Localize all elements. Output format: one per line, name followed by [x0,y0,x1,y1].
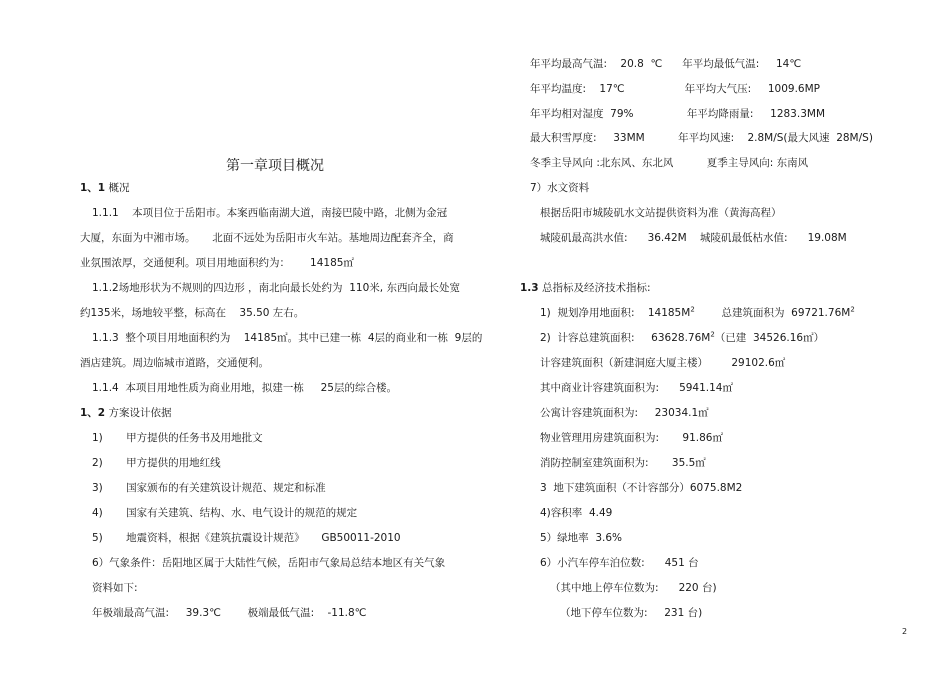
superscript: 2 [850,305,855,314]
indicator-text: 1) 规划净用地面积: 14185M [540,307,691,319]
paragraph-line: 1.1.3 整个项目用地面积约为 14185㎡。其中已建一栋 4层的商业和一栋 9层的 [92,332,483,344]
section-number: 1、1 [80,182,106,194]
indicator-line: 5）绿地率 3.6% [540,532,623,544]
chapter-title: 第一章项目概况 [226,158,324,174]
paragraph-line: 根据岳阳市城陵矶水文站提供资料为准（黄海高程） [540,207,782,219]
indicator-line: 公寓计容建筑面积为: 23034.1㎡ [540,407,709,419]
paragraph-line: 酒店建筑。周边临城市道路，交通便利。 [80,357,269,369]
section-title: 方案设计依据 [108,407,172,419]
section-number: 1、2 [80,407,106,419]
superscript: 2 [690,305,695,314]
weather-line: 最大积雪厚度: 33MM 年平均风速: 2.8M/S(最大风速 28M/S) [530,132,873,144]
weather-line: 年平均最高气温: 20.8 ℃ 年平均最低气温: 14℃ [530,58,802,70]
indicator-line: （地下停车位数为: 231 台) [560,607,703,619]
indicator-line: 其中商业计容建筑面积为: 5941.14㎡ [540,382,733,394]
superscript: 2 [710,330,715,339]
indicator-text: （已建 34526.16㎡） [714,332,825,344]
paragraph-line: 约135米，场地较平整，标高在 35.50 左右。 [80,307,305,319]
section-number: 1.3 [520,282,539,294]
list-item: 1) 甲方提供的任务书及用地批文 [92,432,263,444]
paragraph-line: 1.1.1 本项目位于岳阳市。本案西临南湖大道，南接巴陵中路，北侧为金冠 [92,207,448,219]
indicator-text: 总建筑面积为 69721.76M [694,307,851,319]
list-item: 7）水文资料 [530,182,590,194]
indicator-line: 3 地下建筑面积（不计容部分）6075.8M2 [540,482,743,494]
paragraph-line: 业氛围浓厚，交通便利。项目用地面积约为： 14185㎡ [80,257,354,269]
section-title: 总指标及经济技术指标: [541,282,651,294]
list-item: 5) 地震资料，根据《建筑抗震设计规范》 GB50011-2010 [92,532,401,544]
paragraph-line: 城陵矶最高洪水值: 36.42M 城陵矶最低枯水值: 19.08M [540,232,847,244]
list-item: 4) 国家有关建筑、结构、水、电气设计的规范的规定 [92,507,358,519]
indicator-line: 6）小汽车停车泊位数: 451 台 [540,557,699,569]
indicator-line [540,306,855,320]
indicator-line: 物业管理用房建筑面积为: 91.86㎡ [540,432,723,444]
paragraph-line: 1.1.4 本项目用地性质为商业用地，拟建一栋 25层的综合楼。 [92,382,397,394]
section-title: 概况 [108,182,130,194]
indicator-line: 计容建筑面积（新建洞庭大厦主楼） 29102.6㎡ [540,357,786,369]
weather-line: 年平均温度: 17℃ 年平均大气压: 1009.6MP [530,83,820,95]
list-item: 3) 国家颁布的有关建筑设计规范、规定和标准 [92,482,326,494]
section-heading-1-3 [520,281,651,295]
weather-line: 冬季主导风向 :北东风、东北风 夏季主导风向: 东南风 [530,157,809,169]
indicator-text: 2) 计容总建筑面积: 63628.76M [540,332,711,344]
weather-line: 年平均相对湿度 79% 年平均降雨量: 1283.3MM [530,108,825,120]
paragraph-line: 1.1.2场地形状为不规则的四边形 ，南北向最长处约为 110米, 东西向最长处宽 [92,282,460,294]
paragraph-line: 资料如下: [92,582,138,594]
section-heading-1-2 [80,406,171,420]
section-heading-1-1 [80,181,129,195]
indicator-line [540,331,824,345]
list-item: 2) 甲方提供的用地红线 [92,457,221,469]
indicator-line: 4)容积率 4.49 [540,507,613,519]
page-number: 2 [902,627,908,636]
paragraph-line: 大厦，东面为中湘市场。 北面不远处为岳阳市火车站。基地周边配套齐全，商 [80,232,454,244]
paragraph-line: 年极端最高气温: 39.3℃ 极端最低气温: -11.8℃ [92,607,367,619]
indicator-line: 消防控制室建筑面积为: 35.5㎡ [540,457,706,469]
list-item: 6）气象条件：岳阳地区属于大陆性气候，岳阳市气象局总结本地区有关气象 [92,557,446,569]
indicator-line: （其中地上停车位数为: 220 台) [550,582,717,594]
